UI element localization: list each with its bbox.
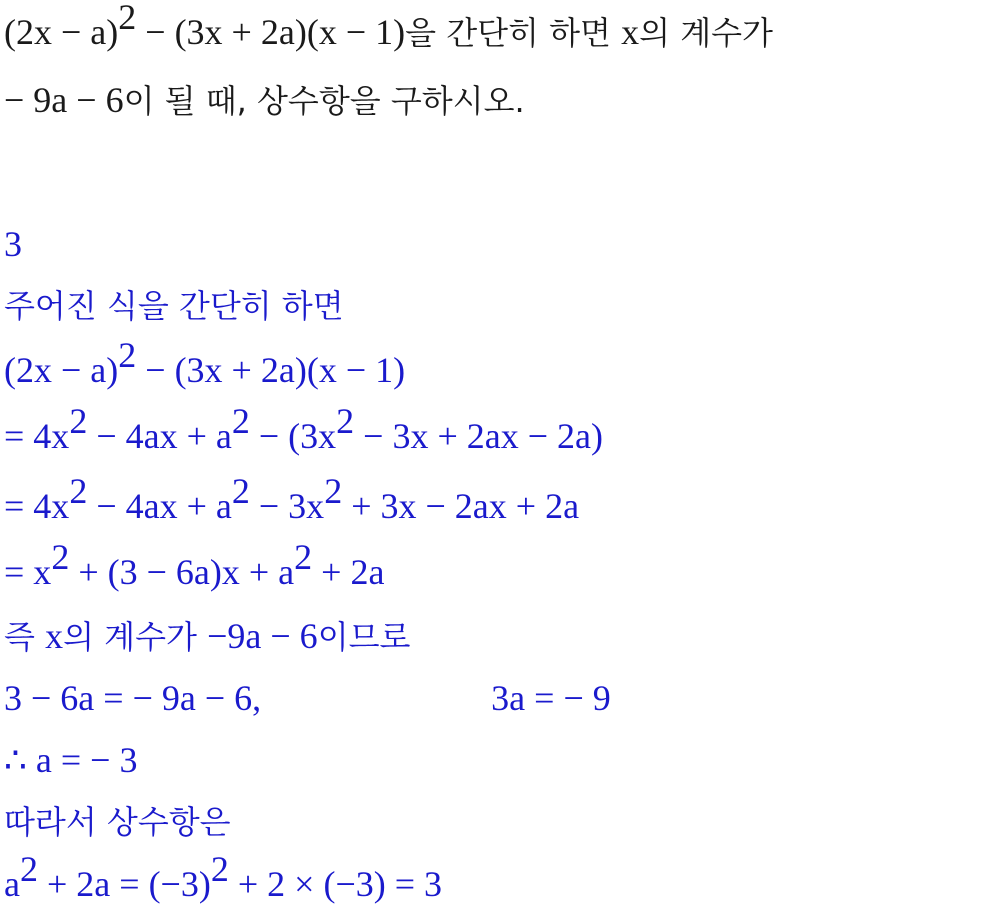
solution-step-7 [4,738,138,783]
text: 따라서 상수항은 [4,803,231,841]
math: = 4x [4,486,70,526]
solution-step-5 [4,614,410,659]
exponent: 2 [69,401,88,442]
question-line-1 [4,0,773,55]
answer-value [4,222,22,267]
math: − 3x + 2ax − 2a) [354,416,604,456]
math: = 4x [4,416,70,456]
solution-step-3 [4,471,580,529]
exponent: 2 [231,471,250,512]
math: 3a = − 9 [491,678,611,718]
math: + 2 × (−3) = 3 [228,864,443,904]
exponent: 2 [336,401,355,442]
exponent: 2 [118,0,137,38]
question-line-2 [4,78,525,123]
exponent: 2 [51,537,70,578]
math: 3 [4,224,22,264]
solution-step-1 [4,335,406,393]
math: 3 − 6a = − 9a − 6, [4,678,262,718]
text: 주어진 식을 간단히 하면 [4,287,344,325]
exponent: 2 [231,401,250,442]
math: − 4ax + a [87,416,232,456]
text: 의 계수가 [63,618,208,656]
solution-step-6 [4,676,611,721]
solution-step-9 [4,849,443,907]
math: − 3x [249,486,325,526]
exponent: 2 [324,471,343,512]
math: − (3x [249,416,337,456]
math: a [4,864,20,904]
solution-step-8 [4,800,231,844]
exponent: 2 [210,849,229,890]
text: 의 계수가 [639,14,773,52]
math: − 9a − 6 [4,80,124,120]
solution-step-2 [4,401,604,459]
math: + (3 − 6a)x + a [69,552,295,592]
exponent: 2 [69,471,88,512]
math: − (3x + 2a)(x − 1) [136,350,406,390]
exponent: 2 [118,335,137,376]
math: = x [4,552,52,592]
text: 을 간단히 하면 [405,14,622,52]
math: −9a − 6 [207,616,318,656]
solution-intro [4,284,344,328]
math: + 2a [312,552,385,592]
text: 이 될 때, 상수항을 구하시오. [123,82,525,120]
math: − (3x + 2a)(x − 1) [136,12,406,52]
exponent: 2 [294,537,313,578]
math: (2x − a) [4,350,119,390]
math: − 4ax + a [87,486,232,526]
exponent: 2 [19,849,38,890]
math: + 3x − 2ax + 2a [342,486,580,526]
math: x [621,12,640,52]
text: 이므로 [317,618,411,656]
math: (2x − a) [4,12,119,52]
text: 즉 [4,618,46,656]
math: x [45,616,64,656]
math: ∴ a = − 3 [4,740,138,780]
solution-step-4 [4,537,385,595]
math: + 2a = (−3) [37,864,211,904]
